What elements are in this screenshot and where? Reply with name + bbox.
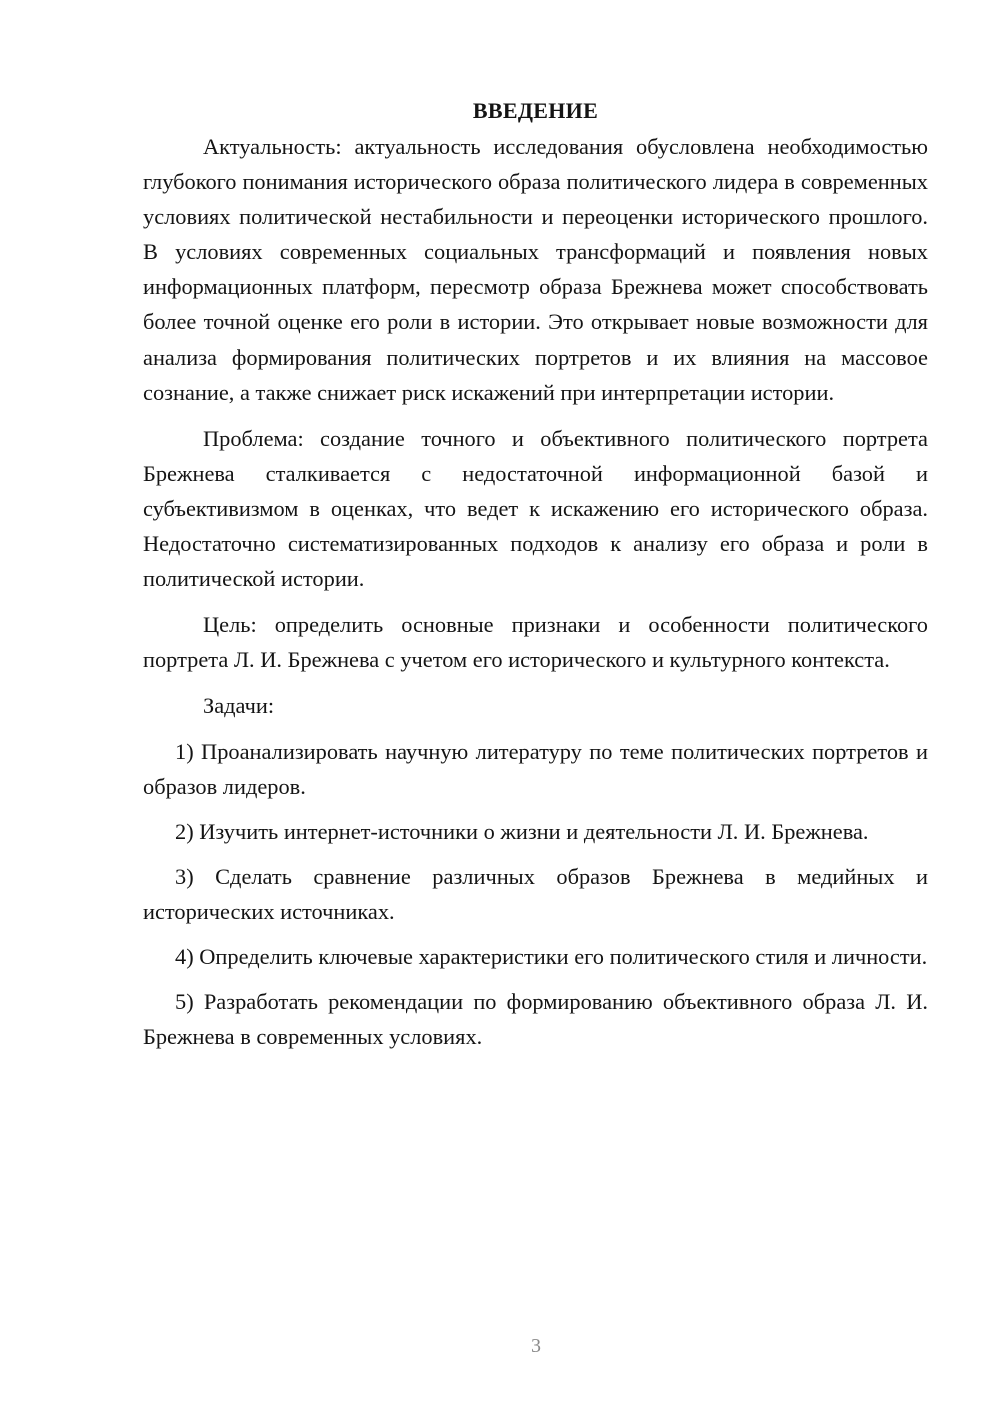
tasks-list xyxy=(143,734,928,1055)
page-number: 3 xyxy=(531,1335,541,1357)
task-item-5: 5) Разработать рекомендации по формированию объективного образа Л. И. Брежнева в современных условиях. xyxy=(143,989,928,1050)
section-heading: ВВЕДЕНИЕ xyxy=(472,98,599,123)
task-item-1: 1) Проанализировать научную литературу по теме политических портретов и образов лидеров. xyxy=(143,738,928,799)
document-page xyxy=(143,94,928,1064)
problem-paragraph: Проблема: создание точного и объективного политического портрета Брежнева сталкивается с недостаточной информационной базой и субъективизмом в оценках, что ведет к искажению его исторического образа. Недостаточно систематизированных подходов к анализу его образа и роли в политической истории. xyxy=(143,425,928,592)
task-item-2: 2) Изучить интернет-источники о жизни и деятельности Л. И. Брежнева. xyxy=(175,818,869,844)
task-item-4: 4) Определить ключевые характеристики его политического стиля и личности. xyxy=(175,943,928,969)
relevance-paragraph: Актуальность: актуальность исследования обусловлена необходимостью глубокого понимания исторического образа политического лидера в современных условиях политической нестабильности и переоценки исторического прошлого. В условиях современных социальных трансформаций и появления новых информационных платформ, пересмотр образа Брежнева может способствовать более точной оценке его роли в истории. Это открывает новые возможности для анализа формирования политических портретов и их влияния на массовое сознание, а также снижает риск искажений при интерпретации истории. xyxy=(143,134,928,405)
task-item-3: 3) Сделать сравнение различных образов Брежнева в медийных и исторических источниках. xyxy=(143,863,928,924)
goal-paragraph: Цель: определить основные признаки и особенности политического портрета Л. И. Брежнева с учетом его исторического и культурного контекста. xyxy=(143,612,928,673)
tasks-label: Задачи: xyxy=(203,693,275,719)
